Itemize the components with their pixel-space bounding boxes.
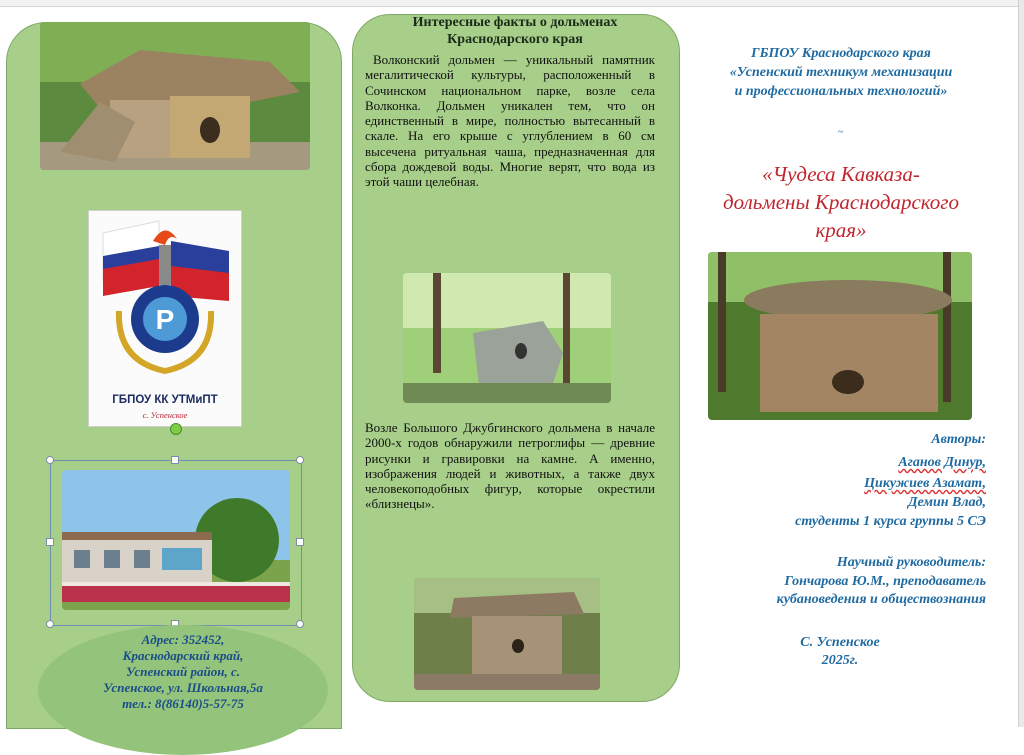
supervisor-line: кубановедения и обществознания: [776, 592, 986, 607]
year-line: 2025г.: [821, 653, 859, 668]
resize-handle-ne[interactable]: [296, 456, 304, 464]
dolmen-photo-forest[interactable]: [403, 273, 611, 403]
title-line: края»: [815, 218, 867, 242]
resize-handle-n[interactable]: [171, 456, 179, 464]
supervisor-line: Гончарова Ю.М., преподаватель: [784, 573, 986, 589]
facts-title-line: Краснодарского края: [447, 32, 583, 47]
title-line: дольмены Краснодарского: [723, 190, 959, 214]
resize-handle-sw[interactable]: [46, 620, 54, 628]
fact-paragraph-2: Возле Большого Джубгинского дольмена в начале 2000-х годов обнаружили петроглифы — древние рисунки и гравировки на камне. А именно, изображения людей и животных, а также двух человекоподобных фигур, которые окрестили «близнецы».: [365, 420, 655, 512]
address-line: тел.: 8(86140)5-57-75: [122, 696, 244, 711]
brochure-title: [690, 160, 992, 244]
city-line: С. Успенское: [800, 635, 880, 650]
emblem-label: ГБПОУ КК УТМиПТ: [112, 394, 218, 406]
address-line: Адрес: 352452,: [141, 632, 225, 647]
window-scrollbar[interactable]: [1018, 0, 1024, 727]
address-line: Успенский район, с.: [126, 664, 240, 679]
fact-paragraph-1: Волконский дольмен — уникальный памятник мегалитической культуры, расположенный в Сочинском национальном парке, возле села Волконка. Дольмен уникален тем, что он единственный в мире, полностью вытесанный в скале. На его крыше с углублением в 60 см высечена ритуальная чаша, предназначенная для сбора дождевой воды. Многие верят, что вода из этой чаши целебная.: [365, 52, 655, 190]
city-year-block: [740, 634, 940, 670]
emblem-sublabel: с. Успенское: [142, 410, 188, 420]
window-top-edge: [0, 0, 1024, 7]
author-name: Аганов Динур,: [898, 455, 986, 470]
rotate-handle[interactable]: [170, 423, 182, 435]
address-line: Краснодарский край,: [122, 648, 244, 663]
dolmen-photo-right[interactable]: [708, 252, 972, 420]
image-selection-frame[interactable]: [50, 460, 302, 626]
address-block: [48, 632, 318, 712]
squiggle-mark: ~: [838, 127, 844, 138]
org-line: и профессиональных технологий»: [734, 84, 948, 99]
author-2: [700, 476, 986, 492]
org-line: ГБПОУ Краснодарского края: [751, 46, 931, 61]
dolmen-photo-stone[interactable]: [414, 578, 600, 690]
resize-handle-e[interactable]: [296, 538, 304, 546]
supervisor-block: [700, 554, 986, 610]
resize-handle-nw[interactable]: [46, 456, 54, 464]
author-1: [700, 455, 986, 471]
author-3: Демин Влад,: [907, 495, 986, 510]
svg-text:Р: Р: [155, 304, 175, 335]
resize-handle-w[interactable]: [46, 538, 54, 546]
title-line: «Чудеса Кавказа-: [762, 162, 920, 186]
author-group: студенты 1 курса группы 5 СЭ: [795, 514, 986, 529]
organization-name: [690, 44, 992, 101]
college-emblem[interactable]: [88, 210, 242, 427]
supervisor-line: Научный руководитель:: [836, 555, 986, 570]
address-line: Успенское, ул. Школьная,5а: [103, 680, 263, 695]
dolmen-photo-top-left[interactable]: [40, 22, 310, 170]
facts-title-line: Интересные факты о дольменах: [412, 15, 618, 30]
facts-title: [360, 14, 670, 48]
authors-heading: Авторы:: [931, 432, 986, 447]
resize-handle-se[interactable]: [296, 620, 304, 628]
author-name: Цикужиев Азамат,: [864, 476, 986, 491]
org-line: «Успенский техникум механизации: [729, 65, 953, 80]
